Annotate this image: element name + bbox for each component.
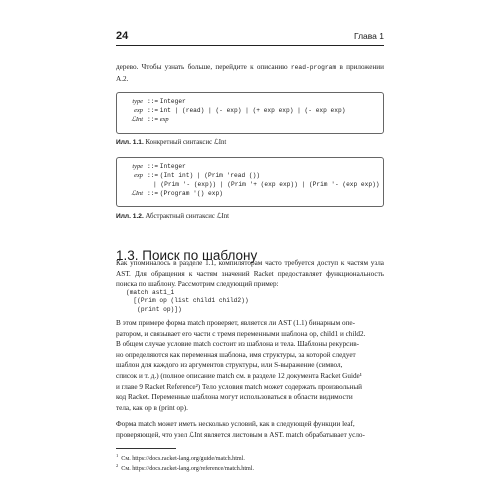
footnote-number: 2: [116, 463, 119, 468]
nonterminal: exp: [134, 107, 143, 114]
text-line: код Racket. Переменные шаблона могут использоваться в области видимости: [116, 393, 353, 402]
grammar-rhs: | (Prim '- (exp)) | (Prim '+ (exp exp)) | (Prim '- (exp exp)): [153, 181, 380, 188]
caption-label: Илл. 1.1.: [116, 139, 144, 146]
intro-code: read-program: [290, 64, 337, 71]
text-line: тела, как op в (print op).: [116, 403, 188, 412]
grammar-op: ::=: [147, 163, 159, 170]
grammar-rhs: (Program '() exp): [159, 190, 223, 197]
nonterminal: ℒInt: [131, 190, 143, 197]
grammar-line: [125, 107, 345, 116]
caption-text: Абстрактный синтаксис ℒInt: [143, 213, 230, 220]
text-line: проверяющей, что узел ℒInt является листовым в AST. match обрабатывает усло-: [116, 430, 365, 439]
abstract-syntax-box: [116, 157, 384, 207]
text-line: ратором, и связывает его части с тремя переменными шаблона op, child1 и child2.: [116, 329, 366, 338]
grammar-rhs: Integer: [159, 98, 186, 105]
grammar-line: [125, 98, 186, 107]
grammar-op: ::=: [147, 98, 159, 105]
grammar-op: ::=: [147, 190, 159, 197]
header-rule: [116, 45, 384, 46]
code-line: [(Prim op (list child1 child2)): [126, 297, 249, 305]
figure-caption: [116, 212, 229, 220]
code-line: (print op)]): [126, 305, 182, 313]
grammar-rhs: (Int int) | (Prim 'read ()): [159, 172, 261, 179]
paragraph-intro-match: Как упоминалось в разделе 1.1, компиляторам часто требуется доступ к частям узла AST. Для обращения к частям значений Racket предоставляет функциональность поиска по шаблону. Рассмотрим следующий пример:: [116, 259, 384, 289]
text-line: Форма match может иметь несколько условий, как в следующей функции leaf,: [116, 420, 355, 428]
paragraph-match-explained: [116, 318, 384, 413]
grammar-rhs: int | (read) | (- exp) | (+ exp exp) | (- exp exp): [159, 107, 346, 114]
code-block: [126, 289, 249, 314]
text-line: В общем случае условие match состоит из шаблона и тела. Шаблоны рекурсив-: [116, 340, 360, 349]
grammar-line: [125, 190, 223, 199]
intro-paragraph: [116, 62, 384, 84]
text-line: список и т. д.) (полное описание match см. в разделе 12 документа Racket Guide¹: [116, 371, 362, 380]
grammar-rhs: Integer: [159, 163, 186, 170]
chapter-title: Глава 1: [353, 31, 384, 41]
section-heading: 1.3. Поиск по шаблону: [116, 248, 258, 264]
grammar-line: [125, 116, 169, 125]
footnote-number: 1: [116, 453, 119, 458]
caption-text: Конкретный синтаксис ℒInt: [143, 139, 227, 146]
page-number: 24: [116, 30, 129, 42]
nonterminal: exp: [134, 172, 143, 179]
text-line: и главе 9 Racket Reference²) Тело условия match может содержать произвольный: [116, 382, 363, 391]
figure-caption: [116, 138, 226, 146]
footnote-text: См. https://docs.racket-lang.org/guide/match.html.: [121, 456, 245, 463]
grammar-line: [125, 172, 260, 181]
intro-text-end: в приложении A.2.: [116, 63, 384, 83]
grammar-op: ::=: [147, 116, 159, 123]
paragraph-multiple-clauses: [116, 419, 384, 440]
grammar-op: ::=: [147, 107, 159, 114]
grammar-line: [125, 163, 186, 172]
text-line: но определяются как переменная шаблона, имя структуры, за которой следует: [116, 350, 356, 359]
nonterminal: type: [132, 163, 143, 170]
footnote: [116, 462, 254, 473]
text-line: В этом примере форма match проверяет, является ли AST (1.1) бинарным опе-: [116, 319, 355, 327]
grammar-line: [153, 181, 380, 190]
grammar-op: ::=: [147, 172, 159, 179]
text-line: шаблон для каждого из аргументов структуры, или S-выражение (символ,: [116, 361, 343, 370]
grammar-rhs: exp: [159, 116, 169, 123]
footnote-rule: [116, 448, 176, 449]
intro-text-start: дерево. Чтобы узнать больше, перейдите к описанию: [116, 63, 291, 71]
code-line: (match ast1_1: [126, 289, 175, 296]
caption-label: Илл. 1.2.: [116, 213, 144, 220]
footnote-text: См. https://docs.racket-lang.org/reference/match.html.: [121, 466, 254, 473]
nonterminal: ℒInt: [131, 116, 143, 123]
nonterminal: type: [132, 98, 143, 105]
concrete-syntax-box: [116, 92, 384, 134]
